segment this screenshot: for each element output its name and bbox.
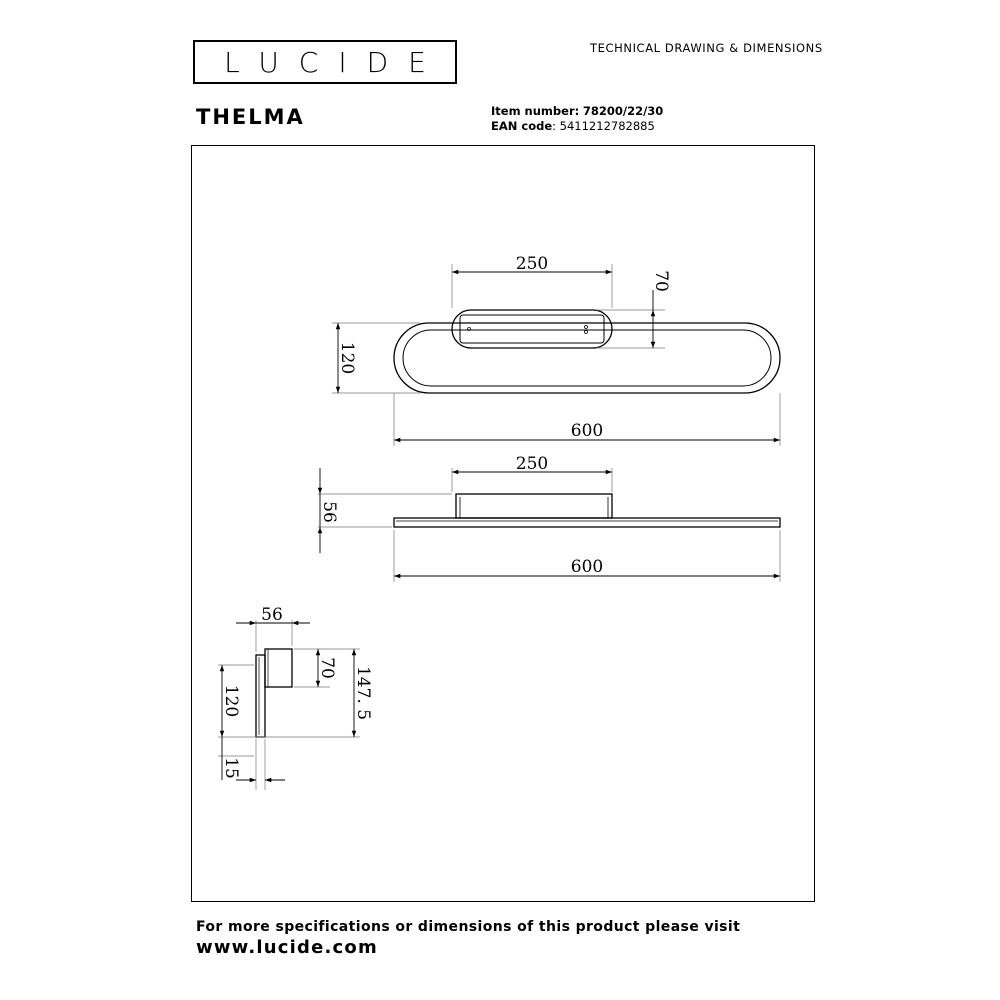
inner-module-panel bbox=[460, 315, 604, 343]
ean-code-label: EAN code bbox=[491, 119, 553, 133]
side-depth-label: 56 bbox=[261, 605, 283, 625]
side-outer-height-label: 120 bbox=[221, 684, 241, 718]
front-view bbox=[318, 468, 780, 582]
front-ring-outline bbox=[394, 518, 780, 527]
brand-logo-text: LUCIDE bbox=[224, 45, 446, 79]
front-inner-width-label: 250 bbox=[515, 454, 549, 474]
ean-code-value: : 5411212782885 bbox=[552, 119, 655, 133]
product-name: THELMA bbox=[196, 105, 305, 129]
side-plate-outline bbox=[256, 655, 265, 737]
footer-info-text: For more specifications or dimensions of this product please visit bbox=[196, 919, 741, 935]
side-module-outline bbox=[265, 649, 292, 687]
side-total-height-label: 147. 5 bbox=[353, 665, 373, 721]
top-inner-width-label: 250 bbox=[515, 254, 549, 274]
item-number-label: Item number: bbox=[491, 104, 580, 118]
outer-ring-inner-outline bbox=[403, 330, 771, 386]
front-width-label: 600 bbox=[570, 557, 604, 577]
front-depth-label: 56 bbox=[319, 501, 339, 523]
inner-module-outline bbox=[452, 310, 612, 348]
side-inner-height-label: 70 bbox=[317, 657, 337, 679]
side-plate-thickness-label: 15 bbox=[221, 757, 241, 779]
top-outer-width-label: 600 bbox=[570, 421, 604, 441]
top-outer-height-label: 120 bbox=[337, 341, 357, 375]
website-link[interactable]: www.lucide.com bbox=[196, 937, 378, 958]
top-view bbox=[332, 264, 780, 446]
top-inner-height-label: 70 bbox=[651, 270, 671, 292]
item-number-value: 78200/22/30 bbox=[582, 104, 664, 118]
document-type: TECHNICAL DRAWING & DIMENSIONS bbox=[590, 41, 823, 55]
front-module-outline bbox=[456, 494, 612, 518]
